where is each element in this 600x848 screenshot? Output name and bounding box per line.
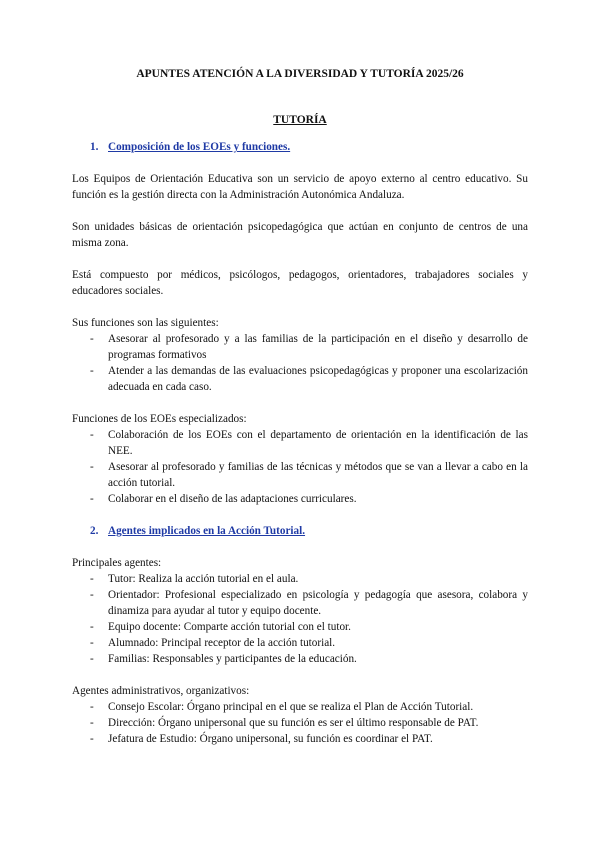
paragraph-eoe-definition: Los Equipos de Orientación Educativa son un servicio de apoyo externo al centro educativo. Su función es la gestión directa con la Administración Autonómica Andaluza. xyxy=(72,173,528,201)
functions-intro: Sus funciones son las siguientes: xyxy=(72,317,219,329)
list-item: - Alumnado: Principal receptor de la acción tutorial. xyxy=(108,635,528,651)
admin-agents-intro: Agentes administrativos, organizativos: xyxy=(72,685,250,697)
section-2-number: 2. xyxy=(90,525,99,537)
list-item: - Jefatura de Estudio: Órgano unipersonal, su función es coordinar el PAT. xyxy=(108,731,528,747)
section-1-heading xyxy=(72,139,528,155)
paragraph-eoe-units: Son unidades básicas de orientación psicopedagógica que actúan en conjunto de centros de una misma zona. xyxy=(72,221,528,249)
section-2-heading-text: Agentes implicados en la Acción Tutorial. xyxy=(108,525,306,537)
admin-agents-list xyxy=(72,699,528,747)
list-item: - Consejo Escolar: Órgano principal en el que se realiza el Plan de Acción Tutorial. xyxy=(108,699,528,715)
main-agents-list xyxy=(72,571,528,667)
list-item: - Tutor: Realiza la acción tutorial en el aula. xyxy=(108,571,528,587)
list-item: - Familias: Responsables y participantes de la educación. xyxy=(108,651,528,667)
list-item: - Colaborar en el diseño de las adaptaciones curriculares. xyxy=(108,491,528,507)
special-functions-list xyxy=(72,427,528,507)
list-item: - Atender a las demandas de las evaluaciones psicopedagógicas y proponer una escolarización adecuada en cada caso. xyxy=(108,363,528,395)
document-title: APUNTES ATENCIÓN A LA DIVERSIDAD Y TUTORÍA 2025/26 xyxy=(136,68,464,80)
list-item: - Dirección: Órgano unipersonal que su función es ser el último responsable de PAT. xyxy=(108,715,528,731)
functions-list xyxy=(72,331,528,395)
list-item: - Asesorar al profesorado y familias de las técnicas y métodos que se van a llevar a cabo en la acción tutorial. xyxy=(108,459,528,491)
list-item: - Equipo docente: Comparte acción tutorial con el tutor. xyxy=(108,619,528,635)
list-item: - Orientador: Profesional especializado en psicología y pedagogía que asesora, colabora y dinamiza para ayudar al tutor y equipo docente. xyxy=(108,587,528,619)
special-functions-intro: Funciones de los EOEs especializados: xyxy=(72,413,247,425)
list-item: - Asesorar al profesorado y a las familias de la participación en el diseño y desarrollo de programas formativos xyxy=(108,331,528,363)
main-agents-intro: Principales agentes: xyxy=(72,557,162,569)
list-item: - Colaboración de los EOEs con el departamento de orientación en la identificación de las NEE. xyxy=(108,427,528,459)
paragraph-eoe-composition: Está compuesto por médicos, psicólogos, pedagogos, orientadores, trabajadores sociales y educadores sociales. xyxy=(72,269,528,297)
section-title: TUTORÍA xyxy=(273,114,327,126)
section-1-heading-text: Composición de los EOEs y funciones. xyxy=(108,141,291,153)
section-1-number: 1. xyxy=(90,141,99,153)
section-2-heading xyxy=(72,523,528,539)
